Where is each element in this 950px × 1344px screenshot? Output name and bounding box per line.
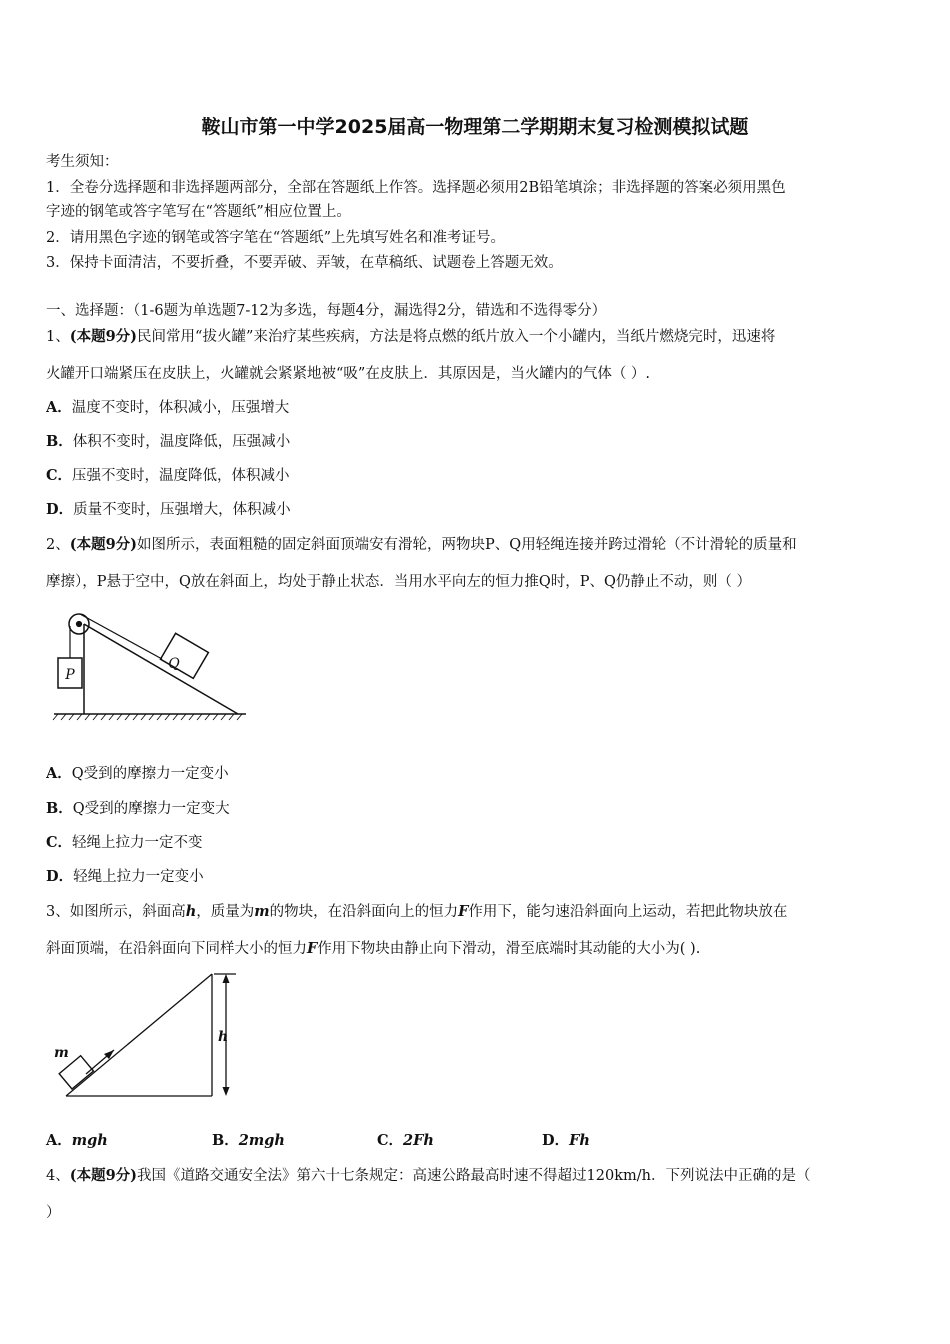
q3-text: 作用下，能匀速沿斜面向上运动，若把此物块放在 <box>468 904 788 920</box>
page-title: 鞍山市第一中学2025届高一物理第二学期期末复习检测模拟试题 <box>201 116 749 138</box>
q3-var-m: m <box>254 903 270 920</box>
q3-var-f: F <box>307 940 318 957</box>
q3-option-b[interactable] <box>212 1131 285 1151</box>
section-heading: 一、选择题：（1-6题为单选题7-12为多选，每题4分，漏选得2分，错选和不选得零分） <box>46 303 607 319</box>
q3-option-c[interactable] <box>377 1131 434 1151</box>
option-text: 质量不变时，压强增大，体积减小 <box>73 502 291 518</box>
notice-heading: 考生须知： <box>46 154 119 170</box>
option-label: D． <box>542 1132 570 1149</box>
q2-label-q: Q <box>168 656 180 672</box>
q4-score-tag: (本题9分) <box>69 1167 138 1184</box>
option-text: Q受到的摩擦力一定变大 <box>72 801 230 817</box>
q3-text: ，质量为 <box>196 904 255 920</box>
q2-label-p: P <box>65 667 75 683</box>
q1-stem-line2: 火罐开口端紧压在皮肤上，火罐就会紧紧地被“吸”在皮肤上．其原因是，当火罐内的气体（ ）. <box>46 366 651 382</box>
q2-option-c[interactable] <box>46 833 908 853</box>
q2-option-a[interactable] <box>46 764 908 784</box>
q4-number: 4、 <box>46 1168 70 1184</box>
q2-stem-line1 <box>46 535 908 555</box>
q3-var-f: F <box>458 903 469 920</box>
q2-score-tag: (本题9分) <box>69 536 138 553</box>
q3-option-a[interactable] <box>46 1131 108 1151</box>
q2-stem-line2: 摩擦），P悬于空中，Q放在斜面上，均处于静止状态．当用水平向左的恒力推Q时，P、Q仍静止不动，则（ ） <box>46 574 752 590</box>
option-label: A． <box>46 399 72 416</box>
option-text: 轻绳上拉力一定不变 <box>72 835 203 851</box>
q1-score-tag: (本题9分) <box>69 328 138 345</box>
option-text: Fh <box>569 1132 590 1149</box>
q2-figure-incline-pulley <box>50 608 250 728</box>
q3-label-h: h <box>218 1029 229 1045</box>
q1-stem-line1 <box>46 327 908 347</box>
option-label: C． <box>46 834 73 851</box>
option-text: 2mgh <box>238 1132 285 1149</box>
option-text: mgh <box>71 1132 108 1149</box>
option-text: 压强不变时，温度降低，体积减小 <box>72 468 290 484</box>
option-label: B． <box>212 1132 239 1149</box>
option-text: 轻绳上拉力一定变小 <box>73 869 204 885</box>
q3-text: 3、如图所示，斜面高 <box>46 904 186 920</box>
q1-option-c[interactable] <box>46 466 908 486</box>
notice-item-1-cont: 字迹的钢笔或答字笔写在“答题纸”相应位置上。 <box>46 204 351 220</box>
option-label: D． <box>46 868 74 885</box>
notice-item-1: 1．全卷分选择题和非选择题两部分，全部在答题纸上作答。选择题必须用2B铅笔填涂；非选择题的答案必须用黑色 <box>46 180 786 196</box>
q3-option-d[interactable] <box>542 1131 590 1151</box>
q1-option-a[interactable] <box>46 398 908 418</box>
option-label: B． <box>46 800 73 817</box>
q3-label-m: m <box>54 1045 69 1061</box>
q3-text: 的物块，在沿斜面向上的恒力 <box>269 904 459 920</box>
notice-item-3: 3．保持卡面清洁，不要折叠，不要弄破、弄皱，在草稿纸、试题卷上答题无效。 <box>46 255 563 271</box>
q3-text: 作用下物块由静止向下滑动，滑至底端时其动能的大小为( ). <box>317 941 701 957</box>
q3-text: 斜面顶端，在沿斜面向下同样大小的恒力 <box>46 941 307 957</box>
q4-stem-text: 我国《道路交通安全法》第六十七条规定：高速公路最高时速不得超过120km/h．下列说法中正确的是（ <box>137 1168 811 1184</box>
option-label: B． <box>46 433 73 450</box>
option-label: D． <box>46 501 74 518</box>
q2-option-b[interactable] <box>46 799 908 819</box>
notice-item-2: 2．请用黑色字迹的钢笔或答字笔在“答题纸”上先填写姓名和准考证号。 <box>46 230 506 246</box>
option-label: C． <box>46 467 73 484</box>
option-text: 体积不变时，温度降低，压强减小 <box>72 434 291 450</box>
option-text: 温度不变时，体积减小，压强增大 <box>71 400 290 416</box>
option-label: C． <box>377 1132 404 1149</box>
q3-var-h: h <box>185 903 197 920</box>
q1-option-b[interactable] <box>46 432 908 452</box>
q3-stem-line1 <box>46 902 908 922</box>
q1-number: 1、 <box>46 329 70 345</box>
q2-option-d[interactable] <box>46 867 908 887</box>
q3-figure-incline <box>44 970 254 1105</box>
q4-stem-line2: ） <box>46 1205 61 1221</box>
option-text: 2Fh <box>403 1132 434 1149</box>
q3-stem-line2 <box>46 939 908 959</box>
q1-stem-text: 民间常用“拔火罐”来治疗某些疾病，方法是将点燃的纸片放入一个小罐内，当纸片燃烧完时，迅速将 <box>137 329 776 345</box>
q2-number: 2、 <box>46 537 70 553</box>
option-label: A． <box>46 765 72 782</box>
q2-stem-text: 如图所示，表面粗糙的固定斜面顶端安有滑轮，两物块P、Q用轻绳连接并跨过滑轮（不计滑轮的质量和 <box>137 537 797 553</box>
option-text: Q受到的摩擦力一定变小 <box>71 766 229 782</box>
option-label: A． <box>46 1132 72 1149</box>
q1-option-d[interactable] <box>46 500 908 520</box>
q4-stem-line1 <box>46 1166 908 1186</box>
